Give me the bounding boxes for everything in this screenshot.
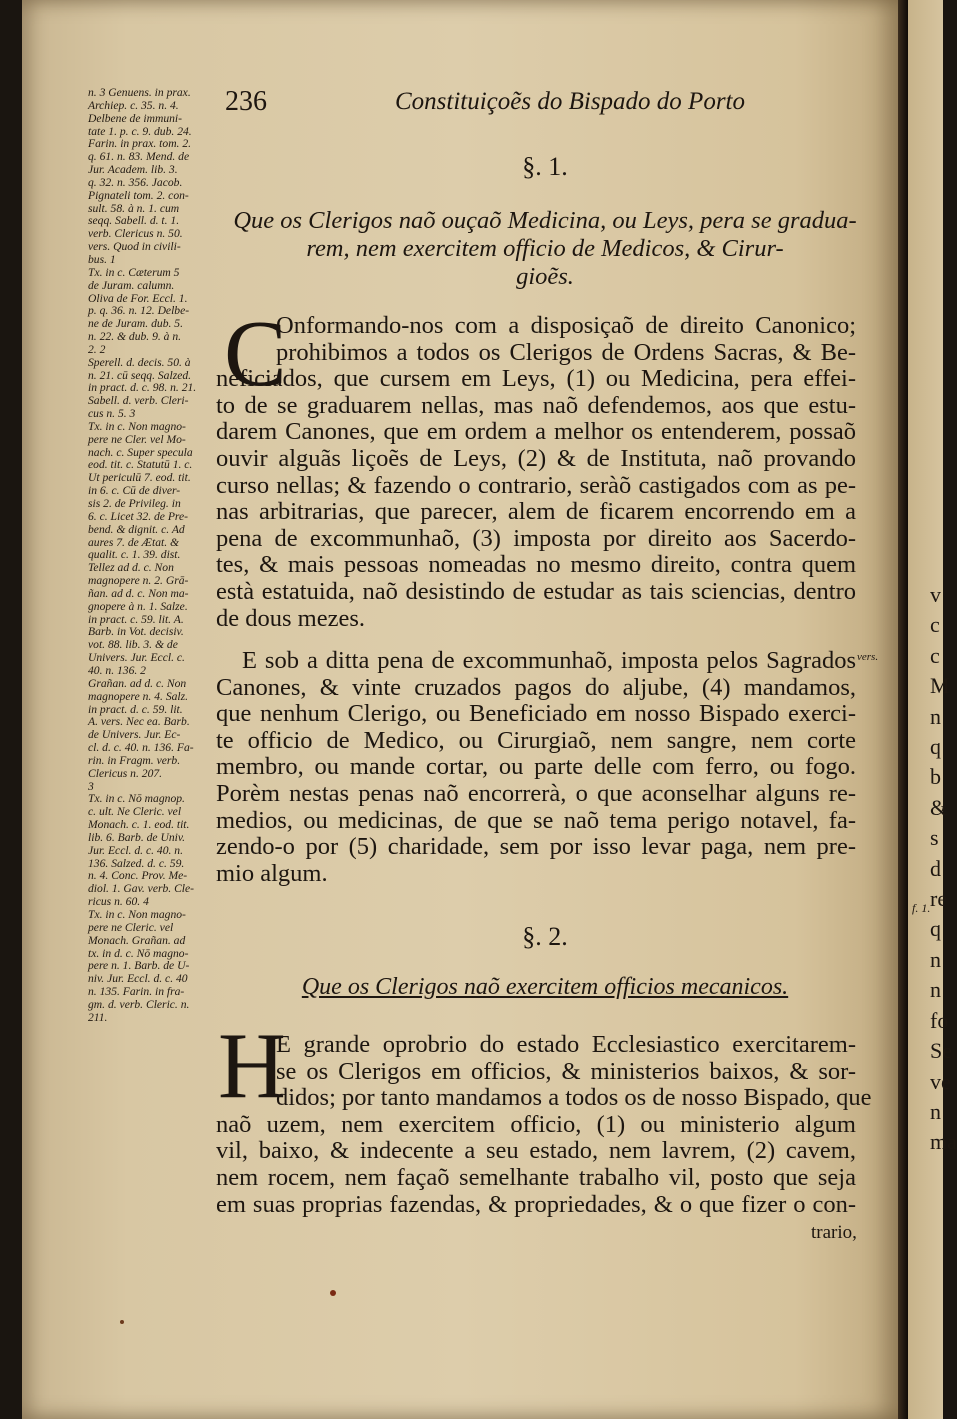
margin-note-line: ñan. ad d. c. Non ma-	[88, 586, 189, 600]
section-1-heading-line: rem, nem exercitem officio de Medicos, & Cirur-	[306, 235, 784, 262]
text-line: membro, ou mande cortar, ou parte delle com ferro, ou fogo.	[216, 753, 856, 781]
text-line: curso nellas; & fazendo o contrario, seràõ castigados com as pe-	[216, 471, 856, 499]
section-1-heading-line: Que os Clerigos naõ ouçaõ Medicina, ou Leys, pera se gradua-	[233, 207, 857, 234]
margin-note-line: p. q. 36. n. 12. Delbe-	[88, 304, 190, 318]
margin-note-line: diol. 1. Gav. verb. Cle-	[88, 882, 195, 896]
margin-note-line: 211.	[88, 1010, 108, 1024]
margin-note-line: Monach. c. 1. eod. tit.	[88, 818, 190, 832]
text-line: darem Canones, que em ordem a melhor os entenderem, possaõ	[216, 418, 856, 446]
margin-note-line: Monach. Grañan. ad	[88, 933, 186, 947]
text-line: neficiados, que cursem em Leys, (1) ou Medicina, pera effei-	[216, 365, 856, 393]
margin-note-line: 6. c. Licet 32. de Pre-	[88, 509, 189, 523]
margin-note-line: 40. n. 136. 2	[88, 663, 146, 677]
adjacent-page-fragment: s	[930, 825, 939, 851]
margin-note-line: A. vers. Nec ea. Barb.	[88, 715, 190, 729]
text-line: de dous mezes.	[216, 604, 365, 632]
margin-note-line: magnopere n. 2. Grā-	[88, 574, 189, 588]
adjacent-page-fragment: q	[930, 734, 941, 760]
text-line: vil, baixo, & indecente a seu estado, nem lavrem, (2) cavem,	[216, 1137, 856, 1165]
margin-note-line: seqq. Sabell. d. t. 1.	[88, 214, 180, 228]
text-line: prohibimos a todos os Clerigos de Ordens Sacras, & Be-	[276, 338, 856, 366]
text-line: tes, & mais pessoas nomeadas no mesmo direito, contra quem	[216, 551, 856, 579]
margin-note-line: Tellez ad d. c. Non	[88, 561, 174, 575]
margin-note-line: rin. in Fragm. verb.	[88, 753, 181, 767]
text-line: te officio de Medico, ou Cirurgiaõ, nem sangre, nem corte	[216, 726, 856, 754]
margin-note-line: Oliva de For. Eccl. 1.	[88, 291, 188, 305]
margin-note-line: c. ult. Ne Cleric. vel	[88, 805, 182, 819]
text-line: nas arbitrarias, que parecer, alem de ficarem encorrendo em a	[216, 498, 856, 526]
adjacent-page-fragment: n	[930, 1098, 941, 1124]
margin-note-line: sult. 58. à n. 1. cum	[88, 201, 180, 215]
margin-note-line: pere ne Cler. vel Mo-	[88, 432, 186, 446]
ink-stain	[120, 1320, 124, 1324]
margin-note-line: gnopere à n. 1. Salze.	[88, 599, 188, 613]
adjacent-page-fragment: fo	[930, 1007, 949, 1033]
adjacent-page-fragment: ma	[930, 1129, 957, 1155]
margin-note-line: nach. c. Super specula	[88, 445, 193, 459]
margin-note-line: niv. Jur. Eccl. d. c. 40	[88, 972, 188, 986]
adjacent-page-fragment: c	[930, 642, 940, 668]
adjacent-page-fragment: b	[930, 764, 941, 790]
section-1-heading-line: gioẽs.	[516, 263, 574, 290]
section-1-mark: §. 1.	[522, 152, 568, 181]
margin-note-line: pere ne Cleric. vel	[88, 920, 174, 934]
adjacent-page-fragment: Se	[930, 1038, 952, 1064]
text-line: mio algum.	[216, 859, 328, 887]
adjacent-page-fragment: n	[930, 703, 941, 729]
text-line: que nenhum Clerigo, ou Beneficiado em nosso Bispado exerci-	[216, 700, 856, 728]
adjacent-page-fragment: d	[930, 855, 941, 881]
margin-note-line: ne de Juram. dub. 5.	[88, 317, 183, 331]
text-line: didos; por tanto mandamos a todos os de nosso Bispado, que	[276, 1084, 872, 1112]
margin-note-line: tate 1. p. c. 9. dub. 24.	[88, 124, 192, 138]
section-1-paragraph-1	[216, 302, 856, 632]
margin-note-line: Tx. in c. Non magno-	[88, 908, 186, 921]
margin-note-line: de Juram. calumn.	[88, 278, 175, 292]
margin-note-line: bend. & dignit. c. Ad	[88, 522, 185, 536]
catchword: trario,	[811, 1222, 857, 1243]
adjacent-page-fragment: re	[930, 886, 948, 912]
adjacent-page-margin-note: f. 1.	[912, 901, 931, 915]
text-line: està estatuida, naõ desistindo de estudar as tais sciencias, dentro	[216, 577, 856, 605]
margin-note-line: 3	[88, 779, 94, 793]
margin-note-line: Sabell. d. verb. Cleri-	[88, 394, 189, 408]
margin-note-line: Clericus n. 207.	[88, 766, 163, 780]
margin-note-line: lib. 6. Barb. de Univ.	[88, 830, 186, 844]
margin-note-line: 136. Salzed. d. c. 59.	[88, 856, 185, 870]
text-line: Porèm nestas penas naõ encorrerà, o que aconselhar alguns re-	[216, 779, 856, 807]
section-2-paragraph	[216, 1031, 872, 1218]
margin-note-line: aures 7. de Ætat. &	[88, 535, 180, 549]
margin-note-line: Tx. in c. Cæterum 5	[88, 265, 180, 279]
side-note: vers.	[857, 651, 879, 663]
margin-note-line: q. 61. n. 83. Mend. de	[88, 150, 190, 164]
margin-note-line: n. 4. Conc. Prov. Me-	[88, 869, 188, 883]
margin-note-line: cl. d. c. 40. n. 136. Fa-	[88, 741, 194, 755]
text-line: ouvir alguãs liçoẽs de Leys, (2) & de Instituta, naõ provando	[216, 444, 856, 472]
page-header	[225, 86, 865, 126]
text-line: to de se graduarem nellas, mas naõ defendemos, aos que estu-	[216, 391, 856, 419]
margin-note-line: verb. Clericus n. 50.	[88, 227, 183, 241]
margin-note-line: 2. 2	[88, 342, 106, 356]
section-2-heading: Que os Clerigos naõ exercitem officios mecanicos.	[301, 974, 789, 1000]
margin-note-line: Jur. Eccl. d. c. 40. n.	[88, 843, 183, 857]
text-line: medios, ou medicinas, de que se naõ tema perigo notavel, fa-	[216, 806, 856, 834]
adjacent-page-text	[930, 580, 957, 1158]
text-line: E grande oprobrio do estado Ecclesiastico exercitarem-	[276, 1031, 856, 1058]
margin-note-line: n. 135. Farin. in fra-	[88, 985, 185, 999]
adjacent-page-fragment: &	[930, 794, 948, 820]
margin-note-line: n. 3 Genuens. in prax.	[88, 86, 191, 99]
margin-note-line: Tx. in c. Non magno-	[88, 419, 186, 433]
margin-note-line: Sperell. d. decis. 50. à	[88, 355, 191, 369]
marginal-citations	[88, 87, 222, 1025]
margin-note-line: bus. 1	[88, 252, 116, 266]
margin-note-line: n. 21. cū seqq. Salzed.	[88, 368, 192, 382]
margin-note-line: Farin. in prax. tom. 2.	[88, 137, 192, 151]
text-line: E sob a ditta pena de excommunhaõ, imposta pelos Sagrados	[242, 647, 856, 674]
text-line: Canones, & vinte cruzados pagos do aljube, (4) mandamos,	[216, 673, 856, 701]
margin-note-line: in pract. c. 59. lit. A.	[88, 612, 184, 626]
section-1-drop-cap: C	[224, 302, 287, 406]
margin-note-line: vers. Quod in civili-	[88, 240, 181, 254]
margin-note-line: vot. 88. lib. 3. & de	[88, 638, 178, 652]
running-title: Constituiçoẽs do Bispado do Porto	[395, 88, 745, 115]
margin-note-line: Delbene de immuni-	[88, 111, 183, 125]
margin-note-line: gm. d. verb. Cleric. n.	[88, 997, 190, 1011]
margin-note-line: qualit. c. 1. 39. dist.	[88, 548, 181, 562]
margin-note-line: sis 2. de Privileg. in	[88, 497, 181, 510]
adjacent-page-fragment: v	[930, 582, 941, 607]
text-line: zendo-o por (5) charidade, sem por isso levar paga, nem pre-	[216, 833, 856, 861]
margin-note-line: magnopere n. 4. Salz.	[88, 689, 189, 703]
margin-note-line: n. 22. & dub. 9. à n.	[88, 330, 182, 344]
margin-note-line: cus n. 5. 3	[88, 407, 136, 421]
ink-stain	[330, 1290, 336, 1296]
text-line: Onformando-nos com a disposiçaõ de direito Canonico;	[276, 312, 856, 339]
margin-note-line: Grañan. ad d. c. Non	[88, 676, 187, 690]
margin-note-line: in pract. d. c. 98. n. 21.	[88, 381, 197, 395]
margin-note-line: Univers. Jur. Eccl. c.	[88, 651, 185, 665]
adjacent-page-fragment: c	[930, 612, 940, 638]
text-line: se os Clerigos em officios, & ministerios baixos, & sor-	[276, 1057, 856, 1085]
section-1-paragraph-2	[216, 648, 856, 887]
adjacent-page-fragment: M	[930, 673, 950, 699]
section-2-mark: §. 2.	[522, 922, 568, 951]
margin-note-line: in pract. d. c. 59. lit.	[88, 702, 183, 716]
page-number: 236	[225, 86, 267, 117]
margin-note-line: de Univers. Jur. Ec-	[88, 728, 181, 742]
adjacent-page-fragment: n	[930, 977, 941, 1003]
section-1-heading	[225, 207, 865, 291]
text-line: em suas proprias fazendas, & propriedades, & o que fizer o con-	[216, 1190, 856, 1218]
margin-note-line: tx. in d. c. Nō magno-	[88, 946, 189, 960]
margin-note-line: eod. tit. c. Statutū 1. c.	[88, 458, 193, 472]
margin-note-line: Pignateli tom. 2. con-	[88, 188, 189, 202]
adjacent-page-fragment: ve	[930, 1068, 951, 1094]
margin-note-line: in 6. c. Cū de diver-	[88, 484, 181, 498]
section-2-drop-cap: H	[218, 1014, 286, 1118]
margin-note-line: ricus n. 60. 4	[88, 895, 149, 909]
margin-note-line: q. 32. n. 356. Jacob.	[88, 175, 183, 189]
adjacent-page-fragment: q	[930, 916, 941, 942]
margin-note-line: Jur. Academ. lib. 3.	[88, 163, 178, 177]
margin-note-line: Barb. in Vot. decisiv.	[88, 625, 184, 639]
text-line: nem rocem, nem façaõ semelhante trabalho vil, posto que seja	[216, 1163, 856, 1191]
adjacent-page-fragment: n	[930, 946, 941, 972]
book-gutter	[898, 0, 908, 1419]
text-line: pena de excommunhaõ, (3) imposta por direito aos Sacerdo-	[216, 524, 856, 552]
margin-note-line: pere n. 1. Barb. de U-	[88, 959, 190, 973]
margin-note-line: Ut periculū 7. eod. tit.	[88, 471, 191, 485]
margin-note-line: Archiep. c. 35. n. 4.	[88, 98, 179, 112]
margin-note-line: Tx. in c. Nō magnop.	[88, 792, 185, 806]
text-line: naõ uzem, nem exercitem officio, (1) ou ministerio algum	[216, 1110, 856, 1138]
